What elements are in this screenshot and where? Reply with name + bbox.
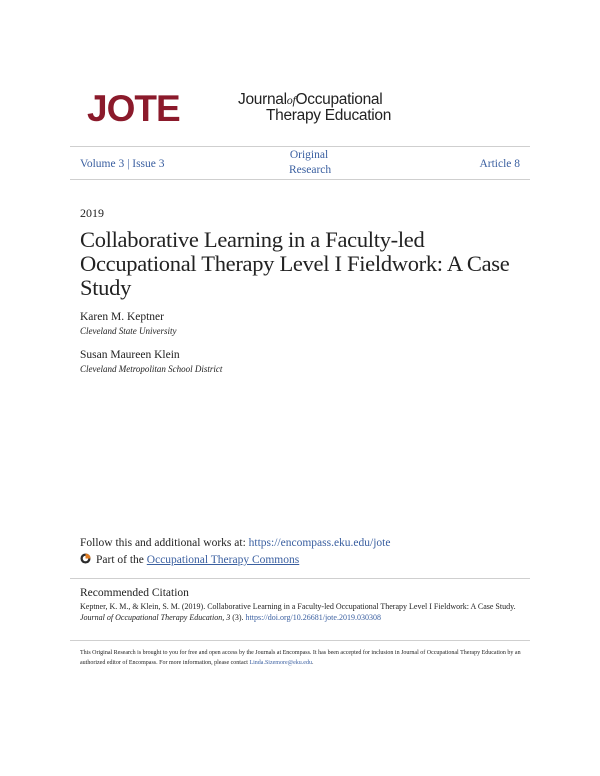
follow-line <box>80 537 390 549</box>
contact-email-link[interactable]: Linda.Sizemore@eku.edu <box>249 660 312 666</box>
author-affiliation-1: Cleveland State University <box>80 326 177 336</box>
publication-year: 2019 <box>80 206 104 220</box>
divider-nav-bottom <box>70 179 530 180</box>
citation-journal: Journal of Occupational Therapy Education, 3 <box>80 613 231 622</box>
author-affiliation-2: Cleveland Metropolitan School District <box>80 364 223 374</box>
part-of-line <box>80 553 299 566</box>
access-notice <box>80 648 530 668</box>
follow-url-link[interactable]: https://encompass.eku.edu/jote <box>248 537 391 549</box>
journal-logo-of: of <box>286 93 296 107</box>
author-name-2: Susan Maureen Klein <box>80 349 180 361</box>
category-line1: Original <box>289 149 329 161</box>
category-line2: Research <box>289 164 332 176</box>
volume-issue-link[interactable]: Volume 3 | Issue 3 <box>80 158 165 170</box>
article-link[interactable]: Article 8 <box>479 158 520 170</box>
divider-top <box>70 146 530 147</box>
journal-logo-word2: Occupational <box>295 91 383 108</box>
divider-notice <box>70 640 530 641</box>
follow-text: Follow this and additional works at: <box>80 537 249 549</box>
notice-text: This Original Research is brought to you for free and open access by the Journals at Encompass. It has been accepted for inclusion in Journal of Occupational Therapy Education by an authorized editor of Encompass. For more information, please contact <box>80 650 521 666</box>
category-link[interactable] <box>289 148 332 178</box>
part-of-text: Part of the <box>96 554 147 566</box>
commons-network-icon <box>80 553 91 564</box>
author-name-1: Karen M. Keptner <box>80 311 164 323</box>
journal-logo <box>238 92 391 124</box>
citation-text <box>80 601 530 623</box>
commons-link[interactable]: Occupational Therapy Commons <box>146 554 300 566</box>
citation-doi-link[interactable]: https://doi.org/10.26681/jote.2019.030308 <box>245 613 381 622</box>
notice-end: . <box>311 660 314 666</box>
journal-logo-line2: Therapy Education <box>266 107 392 124</box>
journal-logo-word: Journal <box>238 91 287 108</box>
citation-issue: (3). <box>230 613 246 622</box>
jote-logo: JOTE <box>87 88 180 129</box>
citation-line1: Keptner, K. M., & Klein, S. M. (2019). Collaborative Learning in a Faculty-led Occupational Therapy Level I Fieldwork: A Case Study. <box>80 602 516 611</box>
recommended-citation-heading: Recommended Citation <box>80 587 189 599</box>
divider-citation <box>70 578 530 579</box>
article-title: Collaborative Learning in a Faculty-led Occupational Therapy Level I Fieldwork: A Case Study <box>80 227 510 300</box>
